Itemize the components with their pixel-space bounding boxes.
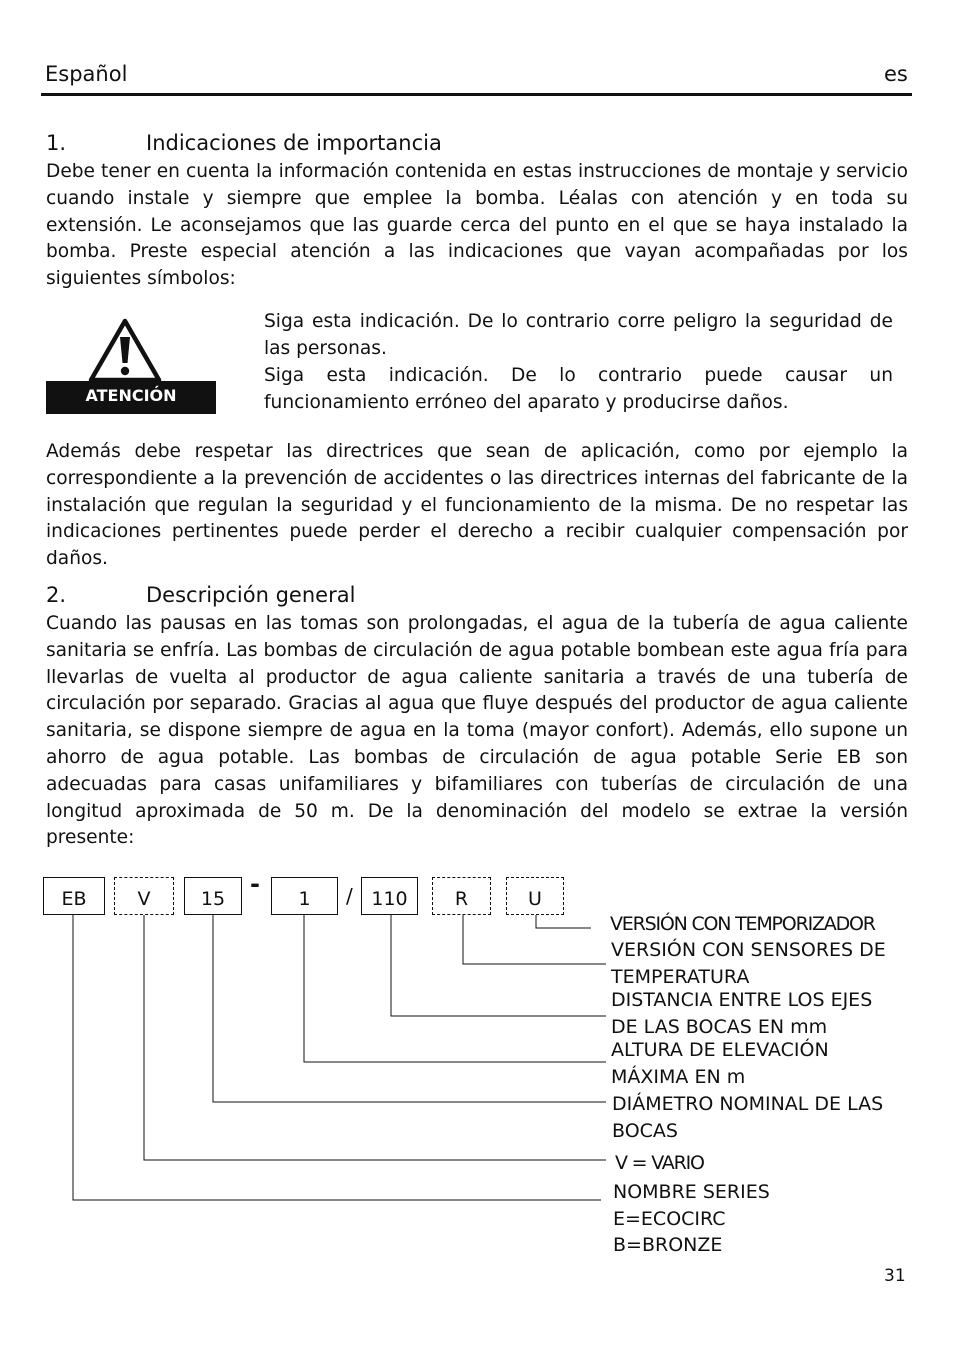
code-box-15: 15 [184, 877, 242, 915]
label-nominal-diameter-2: BOCAS [612, 1120, 678, 1142]
code-box-v: V [114, 877, 174, 915]
header-language: Español [45, 62, 128, 86]
code-box-eb: EB [43, 877, 105, 915]
label-timer-version: VERSIÓN CON TEMPORIZADOR [610, 913, 875, 935]
label-max-head-1: ALTURA DE ELEVACIÓN [611, 1039, 829, 1061]
label-port-distance-1: DISTANCIA ENTRE LOS EJES [611, 989, 873, 1011]
code-dash: - [250, 870, 260, 898]
section-2-number: 2. [46, 583, 67, 607]
header-language-code: es [884, 62, 908, 86]
label-series-ecocirc: E=ECOCIRC [613, 1208, 726, 1230]
section-1-number: 1. [46, 131, 67, 155]
code-box-r: R [432, 877, 491, 915]
code-slash: / [346, 884, 353, 908]
label-series-bronze: B=BRONZE [613, 1234, 723, 1256]
label-port-distance-2: DE LAS BOCAS EN mm [611, 1016, 828, 1038]
attention-badge: ATENCIÓN [46, 381, 216, 414]
section-2-body: Cuando las pausas en las tomas son prolongadas, el agua de la tubería de agua caliente sanitaria se enfría. Las bombas de circulación de agua potable bombean este agua fría para llevarlas de vuelta al productor de agua caliente sanitaria a través de una tubería de circulación por separado. Gracias al agua que fluye después del productor de agua caliente sanitaria, se dispone siempre de agua en la toma (mayor confort). Además, ello supone un ahorro de agua potable. Las bombas de circulación de agua potable Serie EB son adecuadas para casas unifamiliares y bifamiliares con tuberías de circulación de una longitud aproximada de 50 m. De la denominación del modelo se extrae la versión presente: [46, 613, 908, 849]
label-max-head-2: MÁXIMA EN m [611, 1066, 746, 1088]
warning-text-device-damage: Siga esta indicación. De lo contrario puede causar un funcionamiento erróneo del aparato y producirse daños. [264, 365, 893, 413]
label-nominal-diameter-1: DIÁMETRO NOMINAL DE LAS [612, 1093, 884, 1115]
section-1-title: Indicaciones de importancia [146, 131, 442, 155]
label-series-name: NOMBRE SERIES [613, 1181, 770, 1203]
section-1-additional: Además debe respetar las directrices que sean de aplicación, como por ejemplo la correspondiente a la prevención de accidentes o las directrices internas del fabricante de la instalación que regulan la seguridad y el funcionamiento de la misma. De no respetar las indicaciones pertinentes puede perder el derecho a recibir cualquier compensación por daños. [46, 441, 908, 570]
code-box-u: U [506, 877, 564, 915]
section-2-title: Descripción general [146, 583, 356, 607]
label-sensor-version-2: TEMPERATURA [611, 966, 750, 988]
code-box-1: 1 [271, 877, 338, 915]
warning-text-personal-safety: Siga esta indicación. De lo contrario corre peligro la seguridad de las personas. [264, 311, 893, 359]
section-1-intro: Debe tener en cuenta la información contenida en estas instrucciones de montaje y servicio cuando instale y siempre que emplee la bomba. Léalas con atención y en toda su extensión. Le aconsejamos que las guarde cerca del punto en el que se haya instalado la bomba. Preste especial atención a las indicaciones que vayan acompañadas por los siguientes símbolos: [46, 161, 908, 290]
page-number: 31 [884, 1266, 906, 1286]
code-box-110: 110 [361, 877, 418, 915]
label-sensor-version-1: VERSIÓN CON SENSORES DE [611, 939, 886, 961]
label-vario: V = VARIO [615, 1152, 704, 1174]
